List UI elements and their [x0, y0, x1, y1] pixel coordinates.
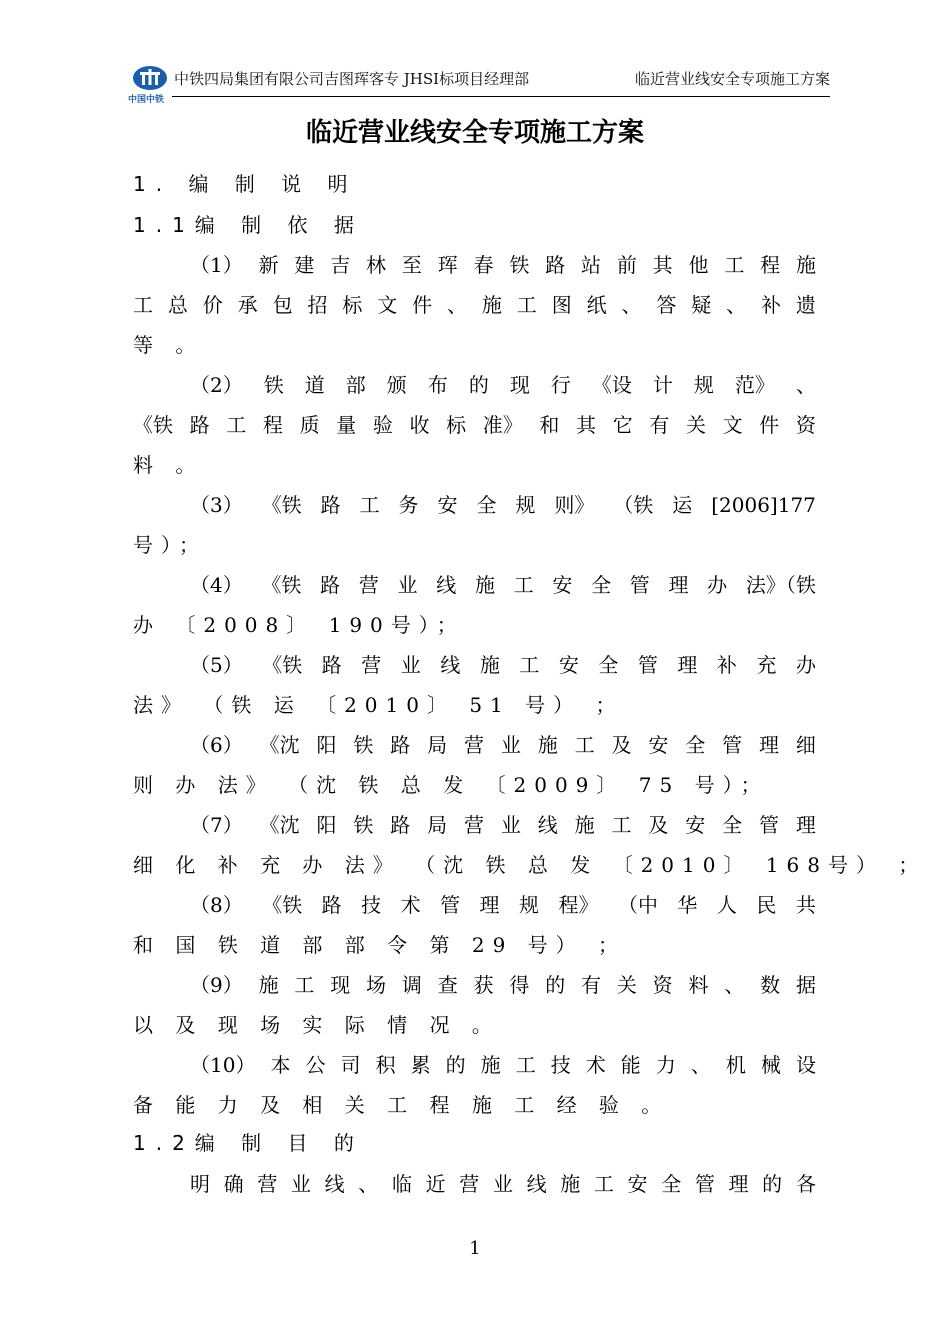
text-token: 理: [758, 733, 779, 757]
text-token: 工: [515, 1053, 536, 1077]
text-token: （1）: [190, 253, 243, 277]
text-token: 布: [427, 373, 448, 397]
text-token: 民: [756, 893, 777, 917]
text-token: 其: [576, 413, 597, 437]
text-token: 业: [500, 813, 521, 837]
text-token: 建: [294, 253, 315, 277]
text-token: 术: [400, 893, 421, 917]
text-token: 办: [795, 653, 816, 677]
text-token: 管: [758, 813, 779, 837]
text-token: 《铁: [262, 653, 303, 677]
text-token: 行: [550, 373, 571, 397]
text-token: （9）: [190, 973, 243, 997]
text-token: 营: [463, 733, 484, 757]
text-token: 施: [560, 1172, 581, 1196]
text-token: 《铁: [262, 893, 303, 917]
paragraph-line: 备 能 力 及 相 关 工 程 施 工 经 验 。: [133, 1093, 670, 1117]
text-token: 铁: [509, 253, 530, 277]
text-token: 标: [342, 293, 363, 317]
paragraph-line: [190, 970, 816, 1000]
text-token: 补: [716, 653, 737, 677]
text-token: 路: [390, 813, 411, 837]
text-token: 料: [688, 973, 709, 997]
text-token: 包: [272, 293, 293, 317]
text-token: 及: [611, 733, 632, 757]
text-token: 力: [655, 1053, 676, 1077]
text-token: 道: [304, 373, 325, 397]
paragraph-line: 等 。: [133, 333, 204, 357]
text-token: 业: [290, 1172, 311, 1196]
text-token: 规: [515, 493, 536, 517]
text-token: 路: [390, 733, 411, 757]
paragraph-line: 料 。: [133, 453, 204, 477]
header-company: 中铁四局集团有限公司吉图珲客专 JHSⅠ标项目经理部: [174, 70, 530, 88]
text-token: 营: [459, 1172, 480, 1196]
paragraph-line: 和 国 铁 道 部 部 令 第 29 号） ；: [133, 933, 627, 957]
text-token: 的: [545, 973, 566, 997]
text-token: 全: [722, 813, 743, 837]
text-token: 、: [690, 1053, 711, 1077]
text-token: 程: [262, 413, 283, 437]
text-token: 局: [427, 733, 448, 757]
text-token: 营: [463, 813, 484, 837]
text-token: 、: [726, 293, 747, 317]
text-token: 获: [473, 973, 494, 997]
text-token: 全: [685, 733, 706, 757]
text-token: 业: [400, 653, 421, 677]
text-token: 明: [190, 1172, 210, 1196]
paragraph-line: 以 及 现 场 实 际 情 况 。: [133, 1013, 500, 1037]
text-token: 线: [537, 813, 558, 837]
text-token: （5）: [190, 653, 243, 677]
text-token: 总: [167, 293, 188, 317]
text-token: 工: [724, 253, 745, 277]
text-token: 查: [437, 973, 458, 997]
text-token: 确: [223, 1172, 244, 1196]
text-token: 公: [305, 1053, 326, 1077]
paragraph-line: [190, 570, 816, 600]
text-token: 其: [652, 253, 673, 277]
text-token: 至: [401, 253, 422, 277]
logo-text: 中国中铁: [128, 95, 165, 105]
text-token: 运: [672, 493, 693, 517]
text-token: 铁: [263, 373, 284, 397]
paragraph-line: [190, 890, 816, 920]
text-token: 阳: [316, 813, 337, 837]
text-token: 工: [516, 293, 537, 317]
text-token: 及: [648, 813, 669, 837]
text-token: 线: [324, 1172, 345, 1196]
text-token: 颁: [386, 373, 407, 397]
text-token: 安: [558, 653, 579, 677]
text-token: 得: [509, 973, 530, 997]
text-token: 设: [795, 1053, 816, 1077]
paragraph-line: 则 办 法》 （沈 铁 总 发 〔2009〕 75 号）；: [133, 773, 769, 797]
text-token: 管: [629, 573, 650, 597]
text-token: 《设: [591, 373, 632, 397]
text-token: 《沈: [259, 733, 300, 757]
text-token: 准》: [482, 413, 523, 437]
text-token: 安: [437, 493, 458, 517]
text-token: 共: [795, 893, 816, 917]
text-token: 新: [258, 253, 279, 277]
text-token: 工: [513, 573, 534, 597]
paragraph-line: [190, 1050, 816, 1080]
paragraph-line: [133, 290, 816, 320]
text-token: 管: [694, 1172, 715, 1196]
text-token: 《沈: [259, 813, 300, 837]
text-token: 阳: [316, 733, 337, 757]
text-token: 工: [611, 813, 632, 837]
text-token: 理: [728, 1172, 749, 1196]
text-token: 理: [677, 653, 698, 677]
text-token: 关: [685, 413, 706, 437]
page-number: 1: [469, 1238, 481, 1259]
text-token: 收: [409, 413, 430, 437]
text-token: 施: [479, 653, 500, 677]
text-token: 线: [440, 653, 461, 677]
text-token: 工: [294, 973, 315, 997]
text-token: 的: [468, 373, 489, 397]
text-token: 施: [480, 1053, 501, 1077]
text-token: 站: [581, 253, 602, 277]
text-token: 部: [345, 373, 366, 397]
text-token: 本: [270, 1053, 291, 1077]
text-token: 文: [377, 293, 398, 317]
text-token: 工: [359, 493, 380, 517]
text-token: 营: [358, 573, 379, 597]
header-doc-title: 临近营业线安全专项施工方案: [634, 70, 830, 88]
text-token: 施: [474, 573, 495, 597]
text-token: 的: [445, 1053, 466, 1077]
text-token: 标: [446, 413, 467, 437]
text-token: 管: [637, 653, 658, 677]
text-token: 资: [795, 413, 816, 437]
text-token: 营: [257, 1172, 278, 1196]
text-token: 《铁: [133, 413, 173, 437]
text-token: 各: [795, 1172, 816, 1196]
paragraph-line: [190, 370, 816, 400]
text-token: 范》: [734, 373, 775, 397]
paragraph-line: [190, 1169, 816, 1199]
text-token: 施: [481, 293, 502, 317]
text-token: 华: [677, 893, 698, 917]
text-token: 工: [519, 653, 540, 677]
text-token: 业: [397, 573, 418, 597]
section-heading-1: 1. 编 制 说 明: [133, 172, 358, 196]
text-token: 规: [693, 373, 714, 397]
text-token: 累: [410, 1053, 431, 1077]
text-token: 、: [621, 293, 642, 317]
text-token: 管: [722, 733, 743, 757]
text-token: 工: [133, 293, 153, 317]
text-token: 全: [591, 573, 612, 597]
text-token: 办: [707, 573, 728, 597]
text-token: 工: [226, 413, 247, 437]
header-rule: [172, 96, 830, 97]
text-token: 线: [436, 573, 457, 597]
text-token: 林: [366, 253, 387, 277]
text-token: 安: [627, 1172, 648, 1196]
text-token: 他: [688, 253, 709, 277]
text-token: 有: [581, 973, 602, 997]
text-token: 春: [473, 253, 494, 277]
text-token: 积: [375, 1053, 396, 1077]
text-token: 线: [526, 1172, 547, 1196]
text-token: （2）: [190, 373, 243, 397]
text-token: 吉: [330, 253, 351, 277]
text-token: 遗: [795, 293, 816, 317]
text-token: 安: [552, 573, 573, 597]
text-token: （7）: [190, 813, 243, 837]
text-token: 法》（铁: [745, 573, 816, 597]
page-header: [128, 62, 830, 108]
text-token: 路: [320, 573, 341, 597]
text-token: 现: [330, 973, 351, 997]
section-heading-1-2: 1.2编 制 目 的: [133, 1131, 364, 1155]
text-token: 件: [412, 293, 433, 317]
text-token: 工: [593, 1172, 614, 1196]
text-token: 路: [189, 413, 210, 437]
text-token: 人: [716, 893, 737, 917]
paragraph-line: [190, 730, 816, 760]
paragraph-line: [190, 650, 816, 680]
text-token: 铁: [353, 733, 374, 757]
text-token: 关: [616, 973, 637, 997]
text-token: 司: [340, 1053, 361, 1077]
text-token: 营: [361, 653, 382, 677]
text-token: 程》: [558, 893, 599, 917]
paragraph-line: 办 〔2008〕 190号）；: [133, 613, 465, 637]
text-token: 局: [427, 813, 448, 837]
text-token: 、: [795, 373, 816, 397]
document-title: 临近营业线安全专项施工方案: [305, 118, 644, 148]
text-token: 近: [425, 1172, 446, 1196]
text-token: 文: [722, 413, 743, 437]
text-token: 现: [509, 373, 530, 397]
text-token: 它: [612, 413, 633, 437]
text-token: 规: [519, 893, 540, 917]
text-token: 路: [320, 493, 341, 517]
paragraph-line: [190, 490, 816, 520]
text-token: 质: [299, 413, 320, 437]
text-token: 数: [760, 973, 781, 997]
text-token: （10）: [190, 1053, 256, 1077]
text-token: （8）: [190, 893, 243, 917]
text-token: 的: [762, 1172, 783, 1196]
text-token: 招: [307, 293, 328, 317]
text-token: 施: [537, 733, 558, 757]
text-token: 全: [661, 1172, 682, 1196]
text-token: 承: [237, 293, 258, 317]
text-token: 路: [545, 253, 566, 277]
text-token: 答: [656, 293, 677, 317]
text-token: 安: [685, 813, 706, 837]
paragraph-line: [133, 410, 816, 440]
text-token: 铁: [353, 813, 374, 837]
section-heading-1-1: 1.1编 制 依 据: [133, 213, 364, 237]
text-token: 机: [725, 1053, 746, 1077]
text-token: 据: [795, 973, 816, 997]
text-token: 业: [492, 1172, 513, 1196]
paragraph-line: 号）；: [133, 533, 207, 557]
text-token: 《铁: [261, 493, 302, 517]
text-token: 理: [795, 813, 816, 837]
text-token: 技: [550, 1053, 571, 1077]
text-token: [2006]177: [711, 493, 816, 517]
text-token: 程: [760, 253, 781, 277]
paragraph-line: [190, 810, 816, 840]
text-token: 调: [401, 973, 422, 997]
text-token: 临: [391, 1172, 412, 1196]
text-token: 充: [756, 653, 777, 677]
text-token: 珲: [437, 253, 458, 277]
text-token: 图: [551, 293, 572, 317]
text-token: 和: [539, 413, 560, 437]
paragraph-line: 细 化 补 充 办 法》 （沈 铁 总 发 〔2010〕 168号） ；: [133, 853, 927, 877]
text-token: 路: [321, 893, 342, 917]
text-token: 管: [440, 893, 461, 917]
text-token: 、: [724, 973, 745, 997]
text-token: 施: [574, 813, 595, 837]
text-token: （4）: [190, 573, 243, 597]
text-token: 能: [620, 1053, 641, 1077]
text-token: 价: [202, 293, 223, 317]
text-token: 路: [321, 653, 342, 677]
text-token: 理: [668, 573, 689, 597]
text-token: 技: [361, 893, 382, 917]
text-token: 安: [648, 733, 669, 757]
text-token: 全: [476, 493, 497, 517]
text-token: （3）: [190, 493, 243, 517]
text-token: 补: [761, 293, 782, 317]
text-token: 械: [760, 1053, 781, 1077]
text-token: 工: [574, 733, 595, 757]
text-token: 务: [398, 493, 419, 517]
text-token: 术: [585, 1053, 606, 1077]
text-token: 验: [372, 413, 393, 437]
text-token: 疑: [691, 293, 712, 317]
text-token: 场: [366, 973, 387, 997]
text-token: 、: [447, 293, 468, 317]
text-token: 前: [616, 253, 637, 277]
text-token: 件: [759, 413, 780, 437]
paragraph-line: 法》 （铁 运 〔2010〕 51 号） ；: [133, 693, 624, 717]
text-token: 业: [500, 733, 521, 757]
text-token: 《铁: [261, 573, 302, 597]
text-token: 、: [358, 1172, 379, 1196]
text-token: （中: [617, 893, 658, 917]
text-token: 资: [652, 973, 673, 997]
text-token: 则》: [554, 493, 595, 517]
text-token: （铁: [613, 493, 654, 517]
text-token: 施: [795, 253, 816, 277]
text-token: （6）: [190, 733, 243, 757]
text-token: 纸: [586, 293, 607, 317]
text-token: 有: [649, 413, 670, 437]
text-token: 理: [479, 893, 500, 917]
paragraph-line: [190, 250, 816, 280]
text-token: 全: [598, 653, 619, 677]
text-token: 细: [795, 733, 816, 757]
text-token: 量: [336, 413, 357, 437]
text-token: 施: [258, 973, 279, 997]
text-token: 计: [652, 373, 673, 397]
